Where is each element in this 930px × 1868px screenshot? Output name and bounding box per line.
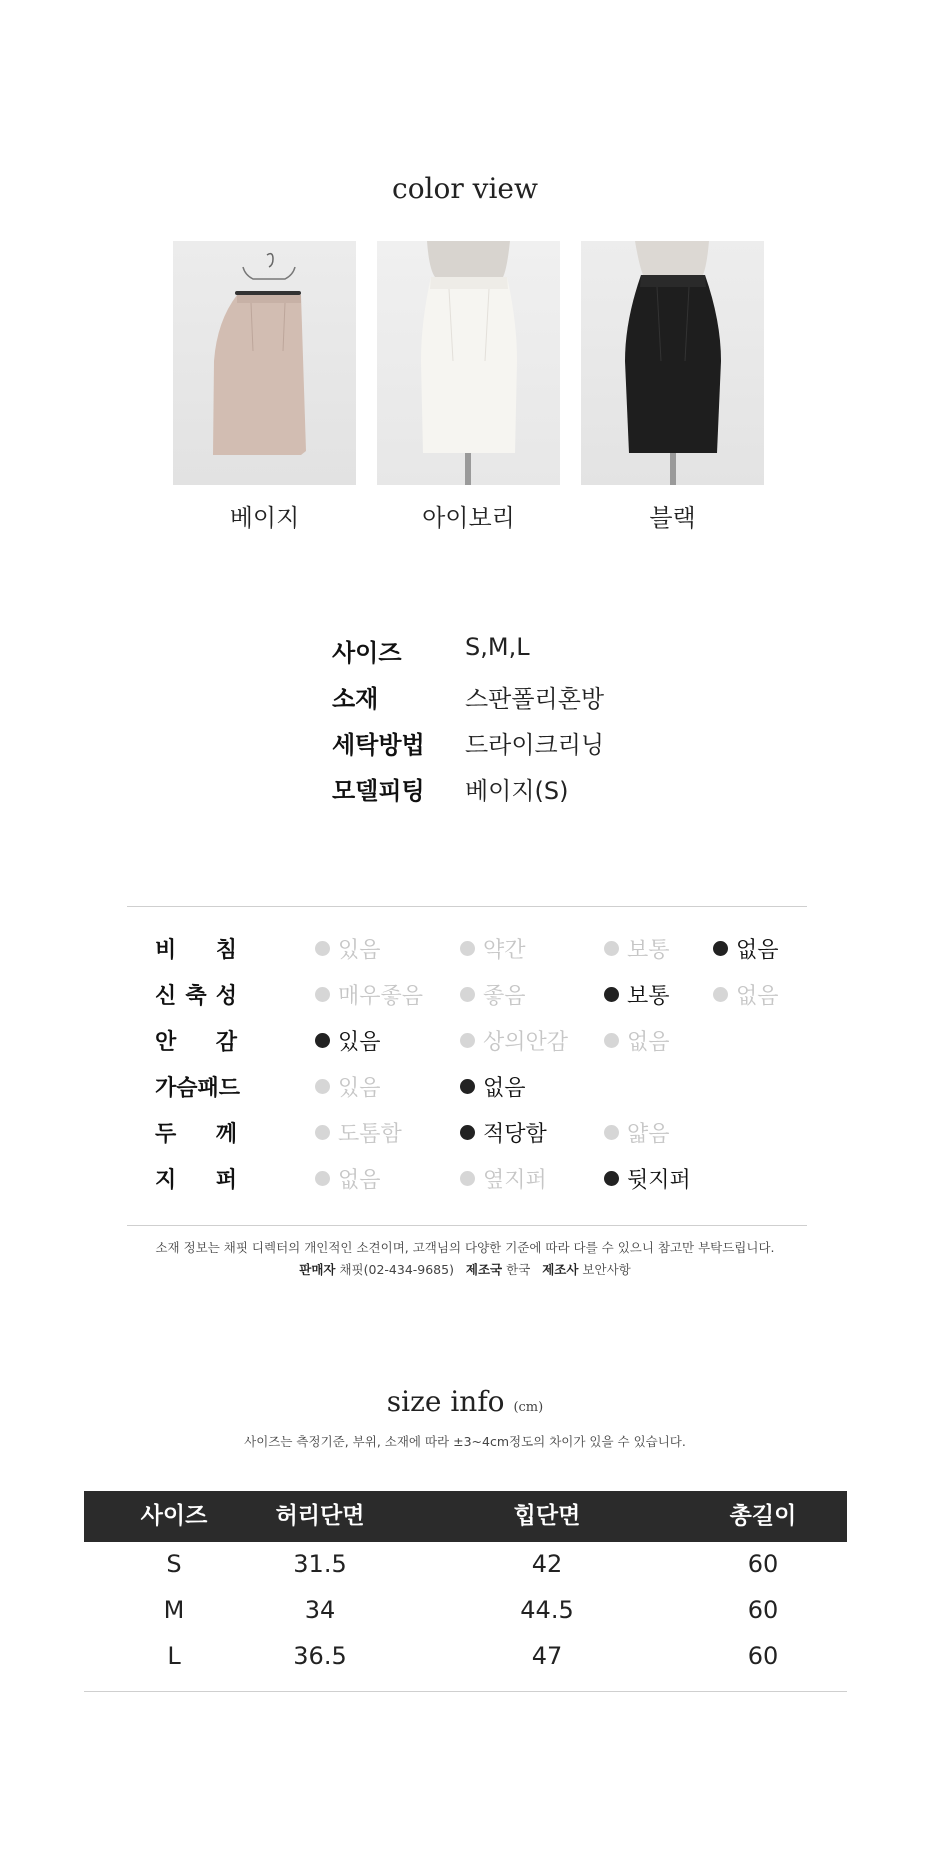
attribute-option — [315, 979, 423, 1010]
attribute-option — [604, 1163, 691, 1194]
attribute-label: 지 퍼 — [155, 1168, 237, 1193]
filled-dot-icon — [604, 987, 619, 1002]
size-info-title — [0, 1385, 930, 1418]
beige-skirt-image — [173, 241, 356, 485]
spec-label-material: 소재 — [332, 685, 379, 713]
attribute-option — [604, 933, 670, 964]
size-table-cell: M — [163, 1596, 185, 1624]
attribute-option — [604, 979, 670, 1010]
attribute-option-label: 얇음 — [627, 1122, 670, 1147]
attribute-option — [713, 933, 779, 964]
size-table-bottom-divider — [84, 1691, 847, 1692]
size-header-length: 총길이 — [729, 1503, 797, 1529]
country-value: 한국 — [506, 1262, 531, 1277]
empty-dot-icon — [713, 987, 728, 1002]
size-info-heading: size info — [386, 1385, 505, 1418]
empty-dot-icon — [315, 987, 330, 1002]
spec-value-material: 스판폴리혼방 — [465, 685, 605, 713]
color-view-title: color view — [392, 172, 538, 205]
attribute-option — [315, 1025, 381, 1056]
attribute-option-label: 없음 — [736, 938, 779, 963]
ivory-skirt-image — [377, 241, 560, 485]
attribute-option-label: 있음 — [338, 938, 381, 963]
black-skirt-image — [581, 241, 764, 485]
attribute-label: 비 침 — [155, 938, 237, 963]
maker-label: 제조사 — [542, 1262, 579, 1277]
attribute-option-label: 없음 — [338, 1168, 381, 1193]
attribute-option-label: 매우좋음 — [338, 984, 424, 1009]
filled-dot-icon — [460, 1079, 475, 1094]
empty-dot-icon — [604, 1125, 619, 1140]
attribute-option-label: 뒷지퍼 — [627, 1168, 691, 1193]
size-table-cell: 42 — [531, 1550, 563, 1578]
attribute-option — [315, 1163, 381, 1194]
size-header-size: 사이즈 — [140, 1503, 208, 1529]
seller-label: 판매자 — [299, 1262, 336, 1277]
size-table-cell: 60 — [747, 1596, 779, 1624]
size-table-cell: 31.5 — [293, 1550, 347, 1578]
size-info-unit: (cm) — [513, 1400, 544, 1415]
material-disclaimer: 소재 정보는 채핏 디렉터의 개인적인 소견이며, 고객님의 다양한 기준에 따라 다를 수 있으니 참고만 부탁드립니다. — [155, 1240, 775, 1255]
empty-dot-icon — [460, 987, 475, 1002]
empty-dot-icon — [604, 941, 619, 956]
empty-dot-icon — [315, 1079, 330, 1094]
size-table-cell: 60 — [747, 1550, 779, 1578]
empty-dot-icon — [315, 941, 330, 956]
seller-info — [0, 1260, 930, 1278]
spec-value-size: S,M,L — [465, 633, 530, 661]
maker-value: 보안사항 — [582, 1262, 631, 1277]
color-label-black: 블랙 — [649, 504, 696, 532]
spec-label-model-fit: 모델피팅 — [332, 777, 425, 805]
attribute-option-label: 있음 — [338, 1030, 381, 1055]
spec-value-model-fit: 베이지(S) — [465, 777, 569, 805]
attribute-option-label: 상의안감 — [483, 1030, 569, 1055]
size-table-cell: 60 — [747, 1642, 779, 1670]
attribute-option — [315, 933, 381, 964]
attribute-option-label: 있음 — [338, 1076, 381, 1101]
size-table-cell: L — [167, 1642, 181, 1670]
attribute-label: 안 감 — [155, 1030, 237, 1055]
attribute-option — [460, 1163, 547, 1194]
attribute-option — [460, 1071, 526, 1102]
attribute-option — [315, 1117, 402, 1148]
attribute-option-label: 보통 — [627, 984, 670, 1009]
empty-dot-icon — [604, 1033, 619, 1048]
size-table-cell: S — [166, 1550, 182, 1578]
attribute-option-label: 도톰함 — [338, 1122, 402, 1147]
attribute-option — [604, 1025, 670, 1056]
attribute-option — [460, 1117, 547, 1148]
seller-value: 채핏(02-434-9685) — [339, 1262, 454, 1277]
attribute-option — [315, 1071, 381, 1102]
size-header-waist: 허리단면 — [275, 1503, 365, 1529]
attribute-option-label: 없음 — [736, 984, 779, 1009]
attribute-option — [460, 933, 526, 964]
spec-value-wash: 드라이크리닝 — [465, 731, 605, 759]
filled-dot-icon — [315, 1033, 330, 1048]
attribute-label: 가 슴 패 드 — [155, 1076, 241, 1101]
attribute-option — [604, 1117, 670, 1148]
size-table-cell: 34 — [304, 1596, 336, 1624]
country-label: 제조국 — [465, 1262, 503, 1277]
filled-dot-icon — [713, 941, 728, 956]
attribute-option-label: 적당함 — [483, 1122, 547, 1147]
attribute-label: 두 께 — [155, 1122, 237, 1147]
empty-dot-icon — [460, 941, 475, 956]
empty-dot-icon — [460, 1033, 475, 1048]
attribute-option-label: 약간 — [483, 938, 526, 963]
attribute-top-divider — [127, 906, 807, 907]
size-table-cell: 36.5 — [293, 1642, 347, 1670]
color-label-ivory: 아이보리 — [422, 504, 515, 532]
attribute-option-label: 옆지퍼 — [483, 1168, 547, 1193]
attribute-bottom-divider — [127, 1225, 807, 1226]
attribute-option-label: 없음 — [483, 1076, 526, 1101]
attribute-option — [713, 979, 779, 1010]
size-header-hip: 힙단면 — [513, 1503, 581, 1529]
attribute-option-label: 없음 — [627, 1030, 670, 1055]
empty-dot-icon — [460, 1171, 475, 1186]
attribute-option — [460, 1025, 568, 1056]
empty-dot-icon — [315, 1125, 330, 1140]
attribute-option — [460, 979, 526, 1010]
size-info-subtitle: 사이즈는 측정기준, 부위, 소재에 따라 ±3~4cm정도의 차이가 있을 수 있습니다. — [244, 1434, 686, 1449]
spec-label-size: 사이즈 — [332, 639, 402, 667]
attribute-label: 신 축 성 — [155, 984, 237, 1009]
size-table-cell: 47 — [531, 1642, 563, 1670]
filled-dot-icon — [460, 1125, 475, 1140]
color-label-beige: 베이지 — [229, 504, 300, 532]
empty-dot-icon — [315, 1171, 330, 1186]
filled-dot-icon — [604, 1171, 619, 1186]
size-table-cell: 44.5 — [520, 1596, 574, 1624]
attribute-option-label: 좋음 — [483, 984, 526, 1009]
attribute-option-label: 보통 — [627, 938, 670, 963]
spec-label-wash: 세탁방법 — [332, 731, 425, 759]
